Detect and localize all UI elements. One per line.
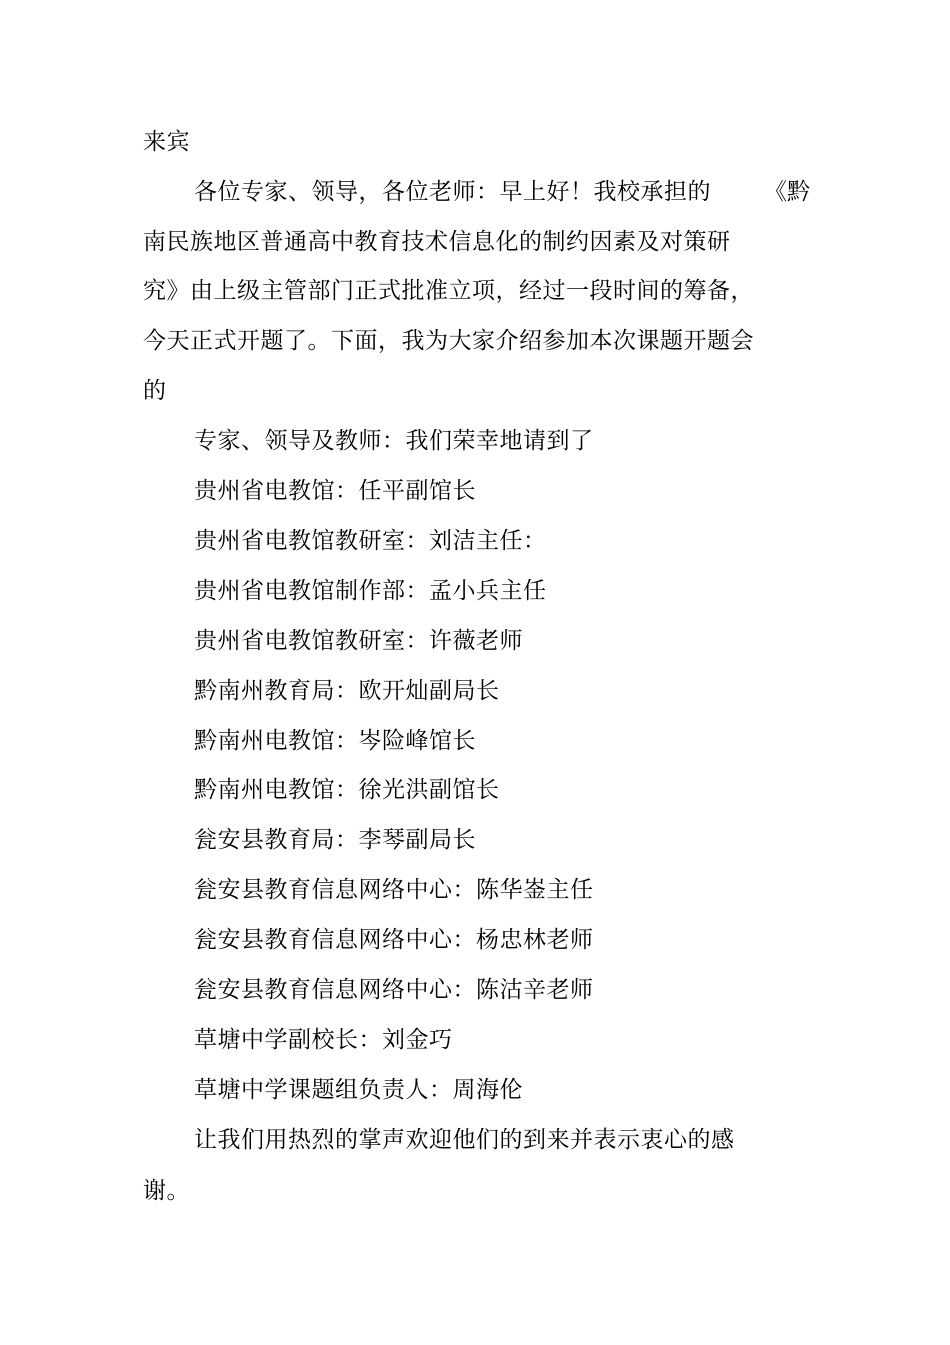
closing-line-1: 让我们用热烈的掌声欢迎他们的到来并表示衷心的感 (194, 1127, 735, 1153)
guests-intro: 专家、领导及教师：我们荣幸地请到了 (194, 428, 594, 454)
intro-line-3: 究》由上级主管部门正式批准立项，经过一段时间的筹备， (143, 278, 754, 304)
guest-line: 瓮安县教育信息网络中心：陈沽辛老师 (194, 977, 594, 1003)
guest-line: 贵州省电教馆教研室：刘洁主任： (194, 528, 547, 554)
intro-line-4: 今天正式开题了。下面，我为大家介绍参加本次课题开题会 (143, 328, 754, 354)
intro-line-2: 南民族地区普通高中教育技术信息化的制约因素及对策研 (143, 229, 731, 255)
heading: 来宾 (143, 129, 190, 155)
guest-line: 草塘中学副校长：刘金巧 (194, 1027, 453, 1053)
guest-line: 贵州省电教馆制作部：孟小兵主任 (194, 578, 547, 604)
guest-line: 贵州省电教馆教研室：许薇老师 (194, 628, 523, 654)
guest-line: 黔南州电教馆：岑险峰馆长 (194, 728, 476, 754)
guest-line: 瓮安县教育信息网络中心：陈华崟主任 (194, 877, 594, 903)
intro-line-1-quote: 《黔 (764, 179, 810, 205)
guest-line: 草塘中学课题组负责人：周海伦 (194, 1077, 523, 1103)
guest-line: 贵州省电教馆：任平副馆长 (194, 478, 476, 504)
guest-line: 瓮安县教育局：李琴副局长 (194, 827, 476, 853)
intro-line-5: 的 (143, 378, 167, 404)
closing-line-2: 谢。 (143, 1178, 190, 1204)
guest-line: 黔南州电教馆：徐光洪副馆长 (194, 777, 500, 803)
guest-line: 瓮安县教育信息网络中心：杨忠林老师 (194, 927, 594, 953)
intro-line-1: 各位专家、领导，各位老师：早上好！我校承担的 (194, 179, 711, 205)
guest-line: 黔南州教育局：欧开灿副局长 (194, 678, 500, 704)
